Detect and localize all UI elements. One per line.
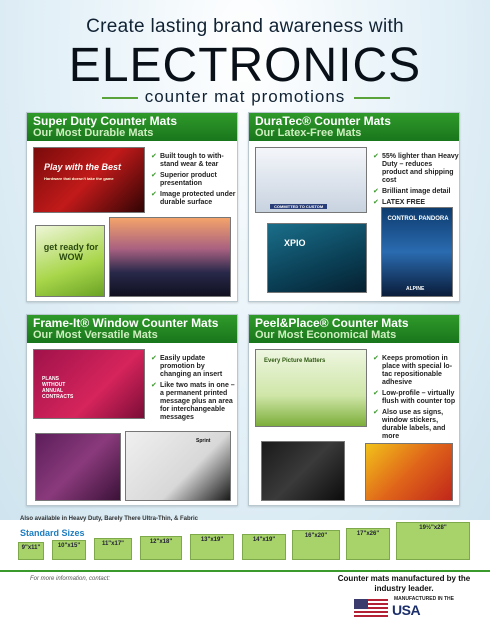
panel-title: Super Duty Counter Mats: [33, 114, 178, 128]
panel-subtitle: Our Most Economical Mats: [255, 329, 397, 341]
product-photo-xpio: [267, 223, 367, 293]
panel-subtitle: Our Most Durable Mats: [33, 127, 154, 139]
photo-headline: get ready for WOW: [43, 242, 99, 262]
panel-frame-it: [26, 314, 238, 506]
product-photo-cameras: [255, 349, 367, 427]
size-17x26: 17"x26": [346, 528, 390, 560]
panel-title: Peel&Place® Counter Mats: [255, 316, 409, 330]
feature-item: ✔ LATEX FREE: [373, 199, 459, 207]
size-13x19: 13"x19": [190, 534, 234, 560]
product-photo-sticker-sheet: [365, 443, 453, 501]
product-photo-wow: [35, 225, 105, 297]
panel-duratec: [248, 112, 460, 302]
photo-headline: CONTROL PANDORA: [387, 216, 449, 222]
photo-caption: ALPINE: [406, 286, 425, 292]
us-flag-icon: [354, 599, 388, 617]
panel-super-duty: [26, 112, 238, 302]
panel-peel-place: [248, 314, 460, 506]
product-photo-pandora: [381, 207, 453, 297]
photo-caption: Sprint: [196, 438, 211, 444]
feature-item: ✔ 55% lighter than Heavy Duty – reduces product and shipping cost: [373, 153, 459, 185]
availability-note: Also available in Heavy Duty, Barely There Ultra-Thin, & Fabric: [20, 516, 198, 522]
photo-headline: PLANS WITHOUT ANNUAL CONTRACTS: [42, 376, 74, 400]
feature-item: ✔ Image protected under durable surface: [151, 191, 237, 207]
made-in-label: MANUFACTURED IN THE: [394, 596, 454, 602]
size-10x15: 10"x15": [52, 540, 86, 560]
feature-list: [373, 153, 459, 210]
feature-item: ✔ Like two mats in one – a permanent printed message plus an area for interchangeable messages: [151, 382, 237, 422]
photo-caption: Hardware that doesn't take the game: [44, 176, 114, 181]
product-photo-frame-mat: [35, 433, 121, 501]
feature-item: ✔ Brilliant image detail: [373, 188, 459, 196]
header: [0, 0, 490, 108]
size-11x17: 11"x17": [94, 538, 132, 560]
footer-divider: [0, 570, 490, 572]
feature-list: [151, 153, 237, 210]
size-12x18: 12"x18": [140, 536, 182, 560]
size-9x11: 9"x11": [18, 542, 44, 560]
feature-list: [373, 355, 459, 444]
product-photo-counter-display: [261, 441, 345, 501]
feature-list: [151, 355, 237, 425]
tagline: Create lasting brand awareness with: [86, 16, 404, 37]
photo-caption: COMMITTED TO CUSTOM: [270, 204, 327, 209]
product-photo-gaming-mat: [33, 147, 145, 213]
feature-item: ✔ Superior product presentation: [151, 172, 237, 188]
industry-claim: Counter mats manufactured by the industry leader.: [337, 574, 471, 593]
subline: counter mat promotions: [0, 87, 490, 107]
panel-subtitle: Our Most Versatile Mats: [33, 329, 158, 341]
feature-item: ✔ Keeps promotion in place with special lo-tac repositionable adhesive: [373, 355, 459, 387]
photo-headline: Every Picture Matters: [264, 358, 326, 364]
panel-header: [27, 315, 237, 343]
panel-title: Frame-It® Window Counter Mats: [33, 316, 219, 330]
photo-headline: Play with the Best: [44, 162, 122, 172]
usa-label: USA: [392, 602, 421, 618]
photo-headline: XPIO: [284, 238, 306, 248]
product-photo-sprint: [125, 431, 231, 501]
panel-header: [27, 113, 237, 141]
size-14x19: 14"x19": [242, 534, 286, 560]
headline: ELECTRONICS: [68, 39, 422, 92]
size-16x20: 16"x20": [292, 530, 340, 560]
size-19x28: 19½"x28": [396, 522, 470, 560]
product-photo-diagram: [255, 147, 367, 213]
feature-item: ✔ Also use as signs, window stickers, durable labels, and more: [373, 409, 459, 441]
feature-item: ✔ Easily update promotion by changing an insert: [151, 355, 237, 379]
product-photo-city: [109, 217, 231, 297]
sizes-title: Standard Sizes: [20, 528, 85, 538]
panel-title: DuraTec® Counter Mats: [255, 114, 391, 128]
panel-header: [249, 113, 459, 141]
contact-line: For more information, contact:: [30, 576, 111, 582]
feature-item: ✔ Built tough to with-stand wear & tear: [151, 153, 237, 169]
feature-item: ✔ Low-profile – virtually flush with counter top: [373, 390, 459, 406]
product-photo-virgin-mobile: [33, 349, 145, 419]
panel-subtitle: Our Latex-Free Mats: [255, 127, 362, 139]
panel-header: [249, 315, 459, 343]
